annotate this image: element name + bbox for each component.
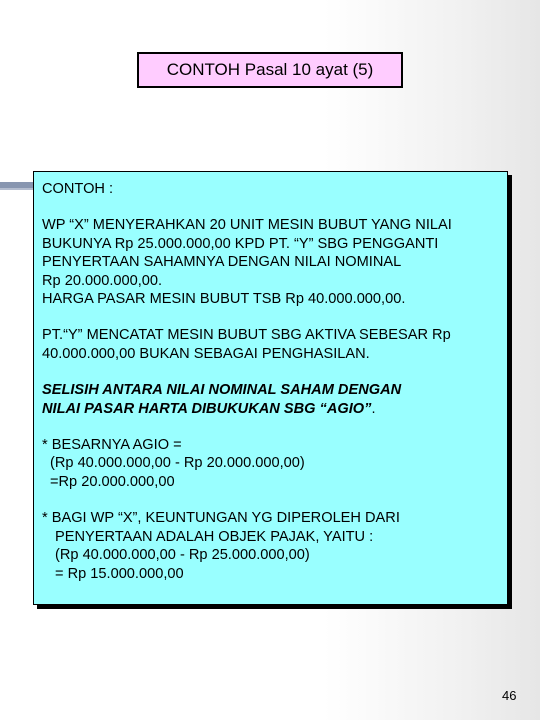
recording-line: 40.000.000,00 BUKAN SEBAGAI PENGHASILAN. xyxy=(42,345,370,362)
agio-emphasis-text: NILAI PASAR HARTA DIBUKUKAN SBG “AGIO” xyxy=(42,400,372,417)
gain-calculation: (Rp 40.000.000,00 - Rp 25.000.000,00) xyxy=(55,547,310,564)
transfer-description-line: Rp 20.000.000,00. xyxy=(42,272,163,289)
gain-label: * BAGI WP “X”, KEUNTUNGAN YG DIPEROLEH DARI xyxy=(42,510,400,527)
gain-result: = Rp 15.000.000,00 xyxy=(55,565,184,582)
slide-title-text: CONTOH Pasal 10 ayat (5) xyxy=(166,60,374,79)
example-heading: CONTOH : xyxy=(42,181,114,197)
agio-result: =Rp 20.000.000,00 xyxy=(50,473,175,490)
agio-emphasis-line: SELISIH ANTARA NILAI NOMINAL SAHAM DENGAN xyxy=(42,382,402,399)
agio-amount-label: * BESARNYA AGIO = xyxy=(42,437,182,454)
agio-emphasis-line-wrap xyxy=(42,400,501,418)
transfer-description-line: BUKUNYA Rp 25.000.000,00 KPD PT. “Y” SBG PENGGANTI xyxy=(42,235,439,252)
page-number: 46 xyxy=(502,688,517,703)
agio-calculation: (Rp 40.000.000,00 - Rp 20.000.000,00) xyxy=(50,455,305,472)
slide-accent-line xyxy=(0,188,34,190)
transfer-description-line: WP “X” MENYERAHKAN 20 UNIT MESIN BUBUT YANG NILAI xyxy=(42,217,452,234)
market-price-line: HARGA PASAR MESIN BUBUT TSB Rp 40.000.000,00. xyxy=(42,291,406,308)
agio-emphasis-period: . xyxy=(371,400,376,417)
example-content-box xyxy=(33,171,508,605)
gain-description: PENYERTAAN ADALAH OBJEK PAJAK, YAITU : xyxy=(55,528,374,545)
recording-line: PT.“Y” MENCATAT MESIN BUBUT SBG AKTIVA SEBESAR Rp xyxy=(42,327,451,344)
transfer-description-line: PENYERTAAN SAHAMNYA DENGAN NILAI NOMINAL xyxy=(42,254,402,271)
slide-title xyxy=(137,52,403,88)
